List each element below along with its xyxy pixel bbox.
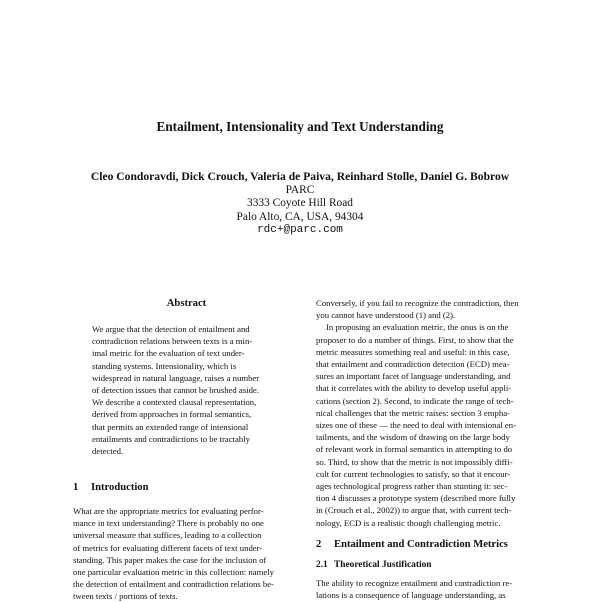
body-line: cult for current technologies to satisfy, so that it encour- xyxy=(316,468,511,479)
body-line: proposer to do a number of things. First, to show that the xyxy=(316,334,514,345)
body-line: lations is a consequence of language understanding, as xyxy=(316,590,506,601)
body-line: ages technological progress rather than stunting it: sec- xyxy=(316,481,508,492)
abstract-line: imal metric for the evaluation of text under- xyxy=(92,348,245,359)
affiliation-city: Palo Alto, CA, USA, 94304 xyxy=(236,211,364,223)
abstract-line: We argue that the detection of entailment and xyxy=(92,324,250,334)
body-line: of relevant work in formal semantics in attempting to do xyxy=(316,444,513,455)
body-line: In proposing an evaluation metric, the onus is on the xyxy=(326,322,509,333)
subsection-number: 2.1 xyxy=(316,560,328,570)
intro-line: universal measure that suffices, leading to a collection xyxy=(73,530,262,541)
abstract-line: of detection issues that cannot be brushed aside. xyxy=(92,385,259,396)
section-number: 2 xyxy=(316,539,322,550)
body-line: you cannot have understood (1) and (2). xyxy=(316,310,456,321)
body-line: in (Crouch et al., 2002)) to argue that, with current tech- xyxy=(316,505,512,516)
section-number: 1 xyxy=(73,482,79,493)
body-line: sures an important facet of language understanding, and xyxy=(316,371,511,382)
body-line: so. Third, to show that the metric is not impossibly diffi- xyxy=(316,456,513,467)
body-line: tailments, and the wisdom of drawing on the large body xyxy=(316,432,510,443)
abstract-body xyxy=(92,323,284,457)
abstract-line: widespread in natural language, raises a number xyxy=(92,372,260,383)
affiliation-org: PARC xyxy=(285,184,315,196)
abstract-line: standing systems. Intensionality, which is xyxy=(92,360,237,371)
section-1-heading xyxy=(73,482,149,493)
right-column-body xyxy=(316,297,544,529)
section-title: Entailment and Contradiction Metrics xyxy=(334,539,508,550)
paper-title: Entailment, Intensionality and Text Understanding xyxy=(156,119,444,134)
abstract-line: detected. xyxy=(92,446,124,457)
body-line: sizes one of these — the need to deal with intensional en- xyxy=(316,420,516,431)
section-2-1-body xyxy=(316,577,544,601)
abstract-line: contradiction relations between texts is a min- xyxy=(92,336,253,347)
body-line: The ability to recognize entailment and contradiction re- xyxy=(316,578,513,588)
body-line: cations (section 2). Second, to indicate the range of tech- xyxy=(316,395,514,406)
intro-line: of metrics for evaluating different facets of text under- xyxy=(73,542,263,553)
body-line: metric measures something real and useful: in this case, xyxy=(316,346,510,357)
intro-line: mance in text understanding? There is probably no one xyxy=(73,518,264,529)
affiliation-street: 3333 Coyote Hill Road xyxy=(247,197,353,209)
body-line: nology, ECD is a realistic though challenging metric. xyxy=(316,517,501,528)
introduction-body xyxy=(73,505,299,603)
intro-line: the detection of entailment and contradiction relations be- xyxy=(73,579,274,590)
section-2-heading xyxy=(316,539,508,550)
abstract-line: derived from approaches in formal semantics, xyxy=(92,409,252,420)
body-line: nical challenges that the metric raises: section 3 empha- xyxy=(316,407,510,418)
subsection-title: Theoretical Justification xyxy=(334,560,432,570)
intro-line: one particular evaluation metric in this collection: namely xyxy=(73,567,274,578)
abstract-heading: Abstract xyxy=(166,298,207,309)
body-line: tion 4 discusses a prototype system (described more fully xyxy=(316,493,516,504)
section-2-1-heading xyxy=(316,560,431,570)
body-line: that entailment and contradiction detection (ECD) mea- xyxy=(316,359,510,370)
abstract-line: entailments and contradictions to be tractably xyxy=(92,433,251,444)
author-list: Cleo Condoravdi, Dick Crouch, Valeria de Paiva, Reinhard Stolle, Daniel G. Bobrow xyxy=(90,170,510,183)
abstract-line: that permits an extended range of intensional xyxy=(92,421,249,432)
intro-line: What are the appropriate metrics for evaluating perfor- xyxy=(73,506,264,516)
intro-line: standing. This paper makes the case for the inclusion of xyxy=(73,554,267,565)
section-title: Introduction xyxy=(91,482,149,493)
intro-line: tween texts / portions of texts. xyxy=(73,591,178,602)
body-line: Conversely, if you fail to recognize the contradiction, then xyxy=(316,298,519,308)
body-line: that it correlates with the ability to develop useful appli- xyxy=(316,383,512,394)
author-email: rdc+@parc.com xyxy=(257,224,343,236)
abstract-line: We describe a contexted clausal representation, xyxy=(92,397,257,408)
